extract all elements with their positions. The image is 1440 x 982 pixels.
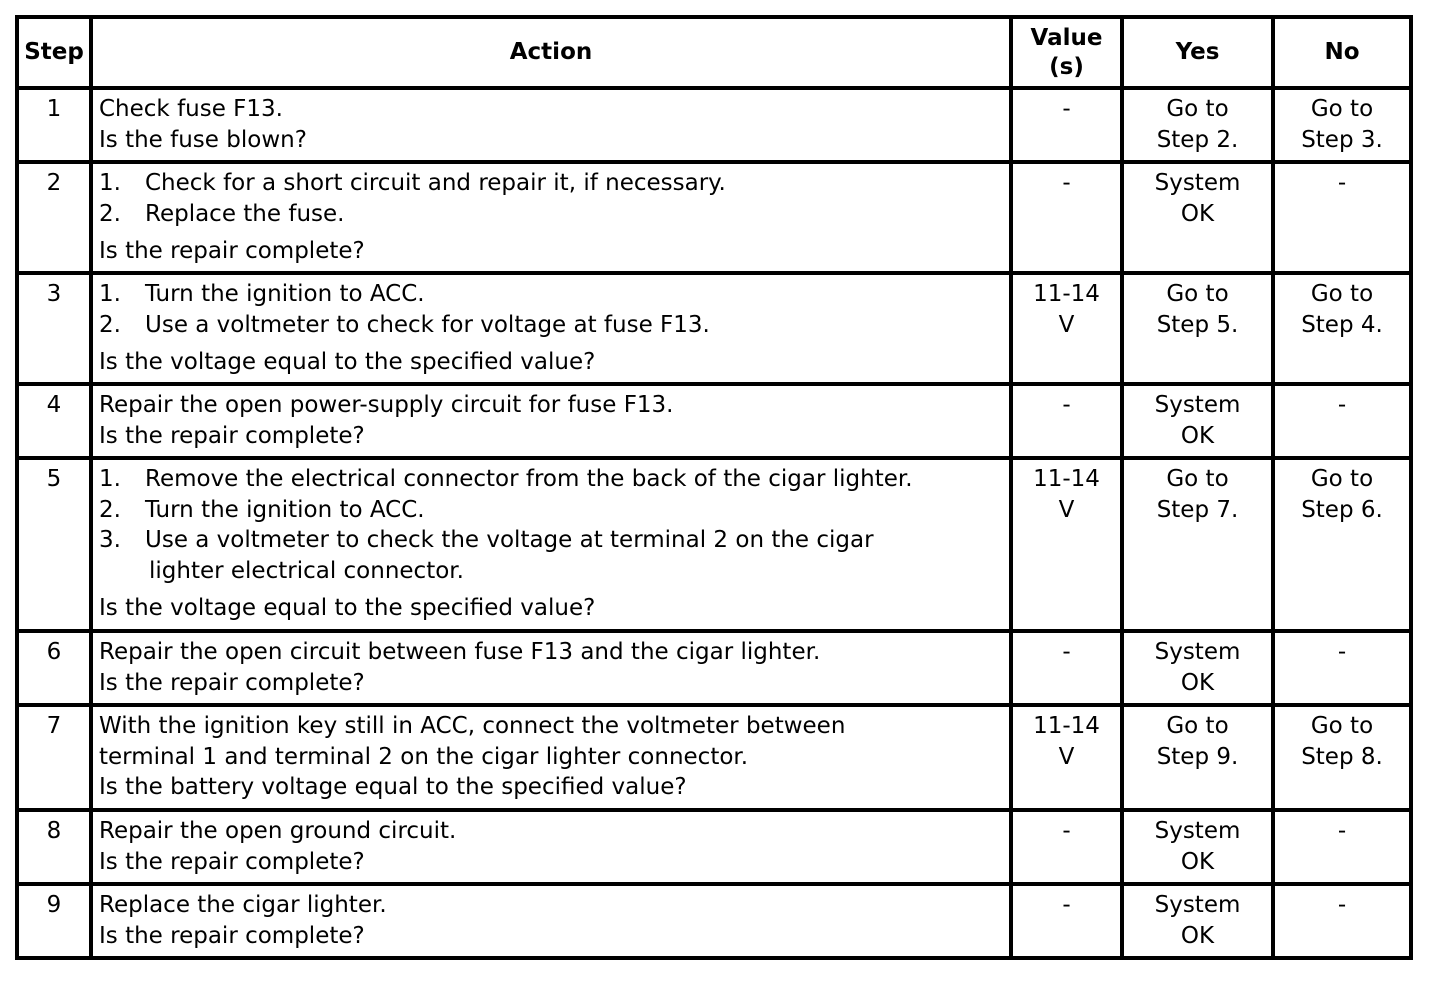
action-item [99, 168, 1003, 199]
value-cell [1011, 162, 1122, 273]
diagnostic-table [15, 15, 1413, 960]
table-row [17, 705, 1411, 810]
table-row [17, 273, 1411, 384]
value-text: - [1062, 170, 1071, 196]
value-text-line1: 11-14 [1033, 281, 1100, 307]
action-question: Is the repair complete? [99, 848, 365, 875]
value-text: - [1062, 892, 1071, 918]
action-cell [91, 458, 1011, 631]
no-text-line1: Go to [1310, 713, 1374, 739]
yes-text-line1: System [1154, 818, 1241, 844]
yes-cell [1122, 705, 1273, 810]
item-text: Turn the ignition to ACC. [145, 281, 425, 307]
item-number: 2. [99, 496, 121, 523]
yes-cell [1122, 810, 1273, 884]
action-question: Is the repair complete? [99, 238, 365, 264]
header-no: No [1273, 17, 1411, 88]
table-header-row [17, 17, 1411, 88]
action-line: Check fuse F13. [99, 96, 283, 122]
item-text: Replace the fuse. [145, 200, 345, 227]
action-question: Is the voltage equal to the specified value? [99, 595, 596, 621]
no-text-line1: Go to [1310, 466, 1374, 492]
no-cell [1273, 884, 1411, 958]
item-number: 2. [99, 200, 121, 227]
action-cell [91, 631, 1011, 705]
no-cell [1273, 162, 1411, 273]
action-cell [91, 884, 1011, 958]
yes-text-line2: Step 9. [1156, 743, 1239, 770]
yes-text-line1: Go to [1166, 466, 1229, 492]
yes-text-line1: Go to [1166, 713, 1229, 739]
value-cell [1011, 88, 1122, 162]
item-text: Use a voltmeter to check for voltage at fuse F13. [145, 311, 710, 338]
action-cell [91, 162, 1011, 273]
no-text: - [1337, 639, 1347, 665]
step-number: 4 [17, 384, 91, 458]
action-line: Repair the open ground circuit. [99, 818, 457, 844]
no-text: - [1337, 818, 1347, 844]
action-item [99, 199, 1003, 230]
value-text-line1: 11-14 [1033, 466, 1100, 492]
action-cell [91, 705, 1011, 810]
step-number: 3 [17, 273, 91, 384]
no-text-line2: Step 8. [1301, 743, 1383, 770]
no-cell [1273, 273, 1411, 384]
value-text: - [1062, 96, 1071, 122]
value-text-line2: V [1058, 496, 1075, 523]
no-cell [1273, 631, 1411, 705]
no-cell [1273, 810, 1411, 884]
yes-text-line1: System [1154, 639, 1241, 665]
action-item [99, 525, 1003, 556]
step-number: 1 [17, 88, 91, 162]
no-text: - [1337, 170, 1347, 196]
value-cell [1011, 810, 1122, 884]
yes-cell [1122, 88, 1273, 162]
item-text: Check for a short circuit and repair it, if necessary. [145, 170, 726, 196]
action-line: Repair the open circuit between fuse F13 and the cigar lighter. [99, 639, 821, 665]
yes-text-line2: Step 7. [1156, 496, 1239, 523]
item-number: 1. [99, 466, 121, 492]
header-action: Action [91, 17, 1011, 88]
action-line: With the ignition key still in ACC, connect the voltmeter between [99, 713, 846, 739]
header-yes: Yes [1122, 17, 1273, 88]
no-cell [1273, 384, 1411, 458]
value-text: - [1062, 818, 1071, 844]
yes-text-line1: Go to [1166, 96, 1229, 122]
yes-cell [1122, 631, 1273, 705]
value-cell [1011, 273, 1122, 384]
no-text-line1: Go to [1310, 96, 1374, 122]
yes-text-line1: System [1154, 170, 1241, 196]
header-step: Step [17, 17, 91, 88]
yes-text-line2: OK [1180, 669, 1215, 696]
yes-text-line2: Step 5. [1156, 311, 1239, 338]
no-cell [1273, 458, 1411, 631]
step-number: 9 [17, 884, 91, 958]
table-row [17, 884, 1411, 958]
action-cell [91, 810, 1011, 884]
table-row [17, 162, 1411, 273]
yes-text-line2: OK [1180, 922, 1215, 949]
table-row [17, 631, 1411, 705]
action-cell [91, 273, 1011, 384]
step-number: 8 [17, 810, 91, 884]
value-text-line2: V [1058, 743, 1075, 770]
action-item [99, 310, 1003, 341]
action-cell [91, 88, 1011, 162]
table-row [17, 88, 1411, 162]
table-row [17, 810, 1411, 884]
header-value-line2: (s) [1049, 53, 1084, 80]
item-number: 3. [99, 527, 121, 553]
value-text-line2: V [1058, 311, 1075, 338]
yes-text-line1: System [1154, 892, 1241, 918]
action-item [99, 279, 1003, 310]
step-number: 7 [17, 705, 91, 810]
yes-text-line2: OK [1180, 848, 1215, 875]
step-number: 2 [17, 162, 91, 273]
no-text: - [1337, 392, 1347, 418]
no-cell [1273, 88, 1411, 162]
yes-text-line2: OK [1180, 200, 1215, 227]
action-question: Is the battery voltage equal to the specified value? [99, 774, 687, 800]
no-text-line2: Step 3. [1301, 126, 1383, 153]
action-cell [91, 384, 1011, 458]
step-number: 5 [17, 458, 91, 631]
yes-text-line2: Step 2. [1156, 126, 1239, 153]
action-line: Repair the open power-supply circuit for fuse F13. [99, 392, 674, 418]
action-item [99, 495, 1003, 526]
no-text-line1: Go to [1310, 281, 1374, 307]
item-number: 1. [99, 170, 121, 196]
value-cell [1011, 631, 1122, 705]
value-text: - [1062, 392, 1071, 418]
no-text: - [1337, 892, 1347, 918]
yes-cell [1122, 273, 1273, 384]
action-line: terminal 1 and terminal 2 on the cigar lighter connector. [99, 743, 749, 770]
item-number: 1. [99, 281, 121, 307]
item-text: Use a voltmeter to check the voltage at terminal 2 on the cigar [145, 527, 874, 553]
yes-cell [1122, 384, 1273, 458]
value-text-line1: 11-14 [1033, 713, 1100, 739]
yes-text-line1: Go to [1166, 281, 1229, 307]
item-text: Turn the ignition to ACC. [145, 496, 425, 523]
action-item-continuation: lighter electrical connector. [149, 557, 464, 584]
step-number: 6 [17, 631, 91, 705]
action-question: Is the voltage equal to the specified value? [99, 349, 596, 375]
yes-text-line2: OK [1180, 422, 1215, 449]
yes-cell [1122, 458, 1273, 631]
yes-cell [1122, 162, 1273, 273]
item-number: 2. [99, 311, 121, 338]
yes-text-line1: System [1154, 392, 1241, 418]
header-value [1011, 17, 1122, 88]
value-cell [1011, 384, 1122, 458]
action-question: Is the repair complete? [99, 422, 365, 449]
item-text: Remove the electrical connector from the back of the cigar lighter. [145, 466, 913, 492]
action-question: Is the fuse blown? [99, 126, 307, 153]
no-text-line2: Step 4. [1301, 311, 1383, 338]
value-cell [1011, 884, 1122, 958]
value-cell [1011, 705, 1122, 810]
action-question: Is the repair complete? [99, 669, 365, 696]
yes-cell [1122, 884, 1273, 958]
no-cell [1273, 705, 1411, 810]
value-text: - [1062, 639, 1071, 665]
action-line: Replace the cigar lighter. [99, 892, 387, 918]
no-text-line2: Step 6. [1301, 496, 1383, 523]
action-question: Is the repair complete? [99, 922, 365, 949]
table-row [17, 384, 1411, 458]
table-row [17, 458, 1411, 631]
value-cell [1011, 458, 1122, 631]
action-item [99, 464, 1003, 495]
header-value-line1: Value [1030, 24, 1103, 51]
